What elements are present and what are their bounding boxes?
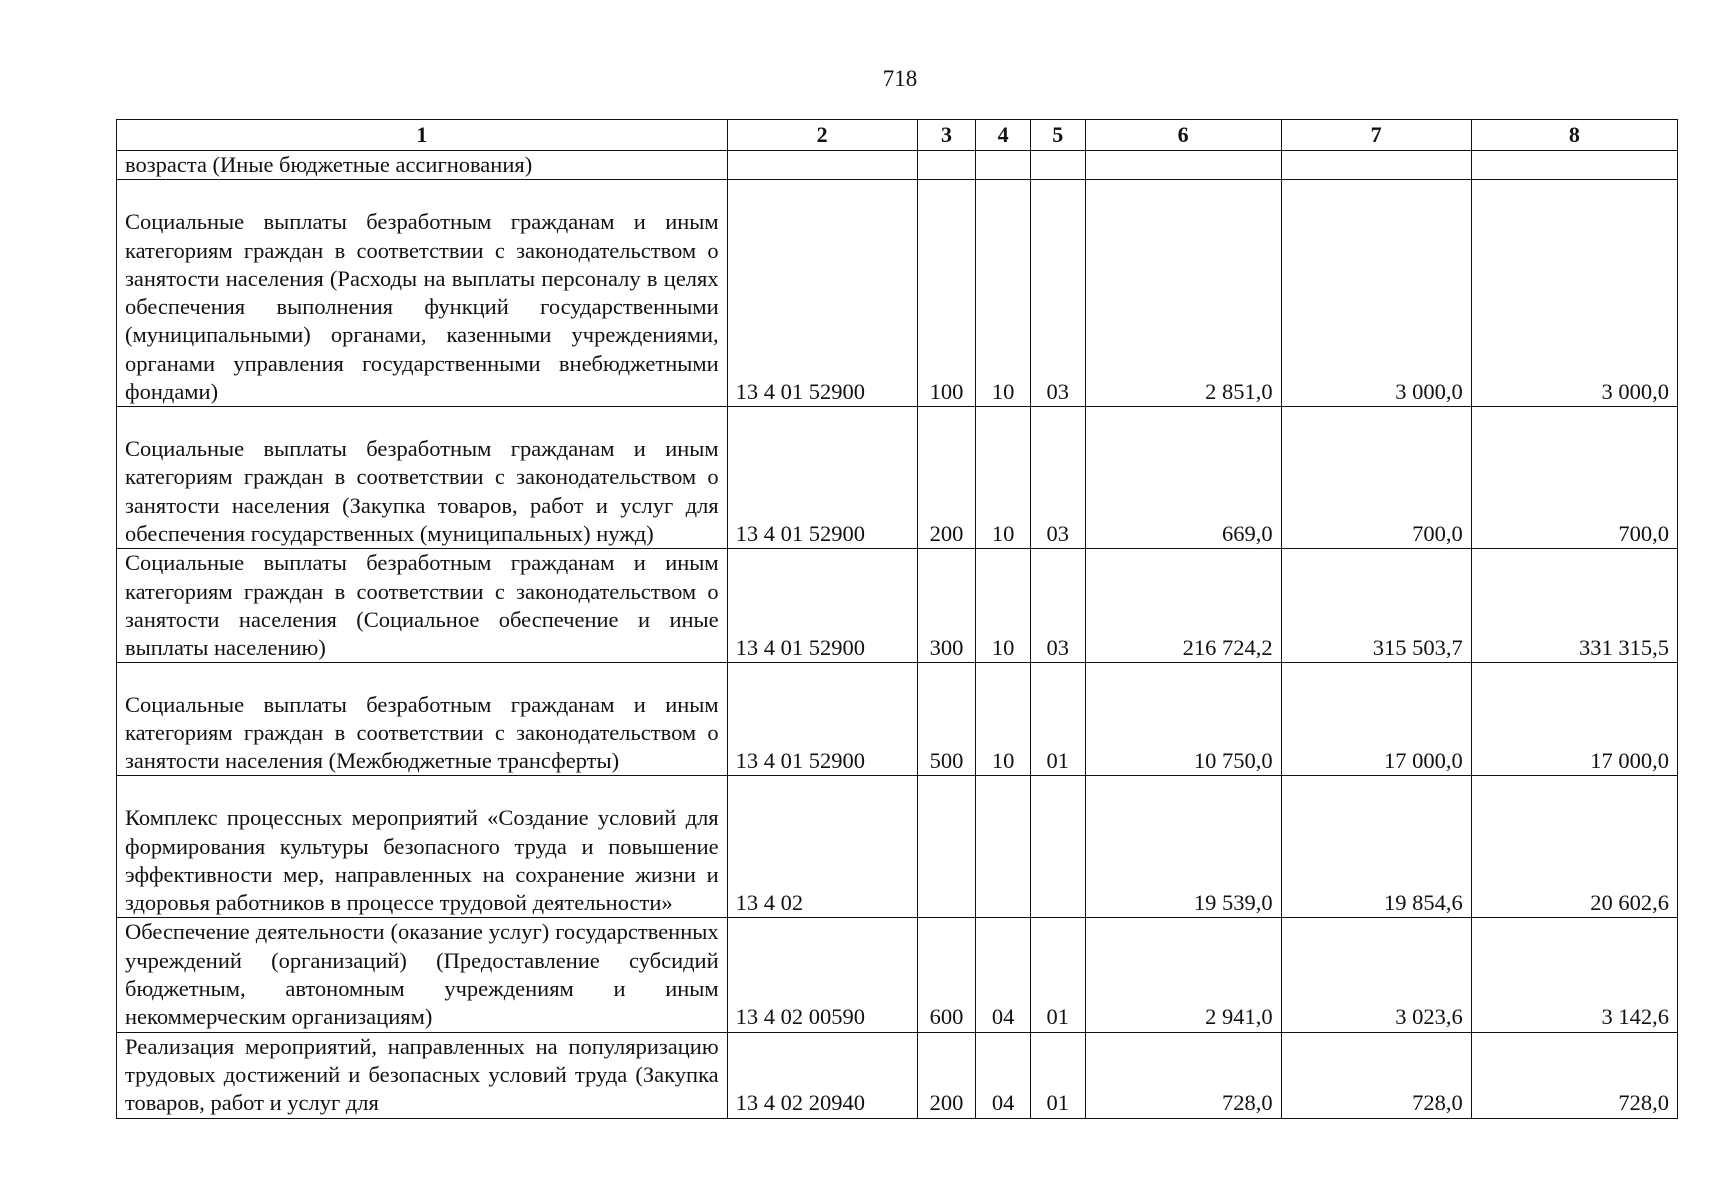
row-value-col8: 3 142,6 bbox=[1471, 918, 1677, 1032]
row-value-col8: 20 602,6 bbox=[1471, 776, 1677, 918]
row-value-col6 bbox=[1085, 151, 1281, 180]
row-value-col8: 331 315,5 bbox=[1471, 549, 1677, 663]
row-value-col7: 19 854,6 bbox=[1281, 776, 1471, 918]
table-row bbox=[117, 407, 1678, 549]
row-subsection: 01 bbox=[1030, 918, 1085, 1032]
row-description: Реализация мероприятий, направленных на популяризацию трудовых достижений и безопасных условий труда (Закупка товаров, работ и услуг для bbox=[117, 1032, 728, 1118]
row-value-col8: 17 000,0 bbox=[1471, 663, 1677, 776]
row-value-col6: 2 851,0 bbox=[1085, 180, 1281, 407]
row-code: 13 4 01 52900 bbox=[727, 549, 917, 663]
row-description: Социальные выплаты безработным гражданам и иным категориям граждан в соответствии с законодательством о занятости населения (Расходы на выплаты персоналу в целях обеспечения выполнения функций государственными (муниципальными) органами, казенными учреждениями, органами управления государственными внебюджетными фондами) bbox=[117, 180, 728, 407]
row-value-col6: 10 750,0 bbox=[1085, 663, 1281, 776]
column-header-4: 4 bbox=[976, 120, 1031, 151]
row-code: 13 4 01 52900 bbox=[727, 407, 917, 549]
row-section: 10 bbox=[976, 549, 1031, 663]
row-value-col7: 3 000,0 bbox=[1281, 180, 1471, 407]
row-code: 13 4 01 52900 bbox=[727, 663, 917, 776]
row-code: 13 4 02 20940 bbox=[727, 1032, 917, 1118]
table-row bbox=[117, 151, 1678, 180]
row-value-col6: 19 539,0 bbox=[1085, 776, 1281, 918]
row-expense-type: 200 bbox=[917, 1032, 976, 1118]
row-section: 10 bbox=[976, 180, 1031, 407]
row-value-col6: 728,0 bbox=[1085, 1032, 1281, 1118]
column-header-6: 6 bbox=[1085, 120, 1281, 151]
row-section: 04 bbox=[976, 918, 1031, 1032]
table-row bbox=[117, 180, 1678, 407]
table-row bbox=[117, 776, 1678, 918]
row-subsection: 01 bbox=[1030, 663, 1085, 776]
row-expense-type: 200 bbox=[917, 407, 976, 549]
column-header-8: 8 bbox=[1471, 120, 1677, 151]
row-section: 10 bbox=[976, 407, 1031, 549]
row-value-col7 bbox=[1281, 151, 1471, 180]
row-expense-type bbox=[917, 776, 976, 918]
row-value-col6: 216 724,2 bbox=[1085, 549, 1281, 663]
row-description: Социальные выплаты безработным гражданам и иным категориям граждан в соответствии с законодательством о занятости населения (Социальное обеспечение и иные выплаты населению) bbox=[117, 549, 728, 663]
row-value-col7: 700,0 bbox=[1281, 407, 1471, 549]
row-section bbox=[976, 776, 1031, 918]
row-section: 10 bbox=[976, 663, 1031, 776]
row-code: 13 4 02 bbox=[727, 776, 917, 918]
row-section bbox=[976, 151, 1031, 180]
row-subsection: 01 bbox=[1030, 1032, 1085, 1118]
row-expense-type: 500 bbox=[917, 663, 976, 776]
header-row bbox=[117, 120, 1678, 151]
row-value-col8: 728,0 bbox=[1471, 1032, 1677, 1118]
column-header-1: 1 bbox=[117, 120, 728, 151]
row-value-col6: 2 941,0 bbox=[1085, 918, 1281, 1032]
row-description: Комплекс процессных мероприятий «Создание условий для формирования культуры безопасного труда и повышение эффективности мер, направленных на сохранение жизни и здоровья работников в процессе трудовой деятельности» bbox=[117, 776, 728, 918]
row-value-col7: 17 000,0 bbox=[1281, 663, 1471, 776]
page-number: 718 bbox=[882, 66, 918, 91]
row-code: 13 4 02 00590 bbox=[727, 918, 917, 1032]
row-subsection bbox=[1030, 776, 1085, 918]
column-header-3: 3 bbox=[917, 120, 976, 151]
row-value-col8: 3 000,0 bbox=[1471, 180, 1677, 407]
row-expense-type: 300 bbox=[917, 549, 976, 663]
row-subsection: 03 bbox=[1030, 180, 1085, 407]
row-value-col6: 669,0 bbox=[1085, 407, 1281, 549]
column-header-5: 5 bbox=[1030, 120, 1085, 151]
row-expense-type: 600 bbox=[917, 918, 976, 1032]
row-code bbox=[727, 151, 917, 180]
row-subsection: 03 bbox=[1030, 549, 1085, 663]
budget-table bbox=[116, 119, 1678, 1119]
row-value-col8 bbox=[1471, 151, 1677, 180]
row-description: Обеспечение деятельности (оказание услуг) государственных учреждений (организаций) (Предоставление субсидий бюджетным, автономным учреждениям и иным некоммерческим организациям) bbox=[117, 918, 728, 1032]
table-row bbox=[117, 549, 1678, 663]
table-row bbox=[117, 1032, 1678, 1118]
row-subsection bbox=[1030, 151, 1085, 180]
row-value-col7: 3 023,6 bbox=[1281, 918, 1471, 1032]
row-subsection: 03 bbox=[1030, 407, 1085, 549]
row-value-col8: 700,0 bbox=[1471, 407, 1677, 549]
row-description: Социальные выплаты безработным гражданам и иным категориям граждан в соответствии с законодательством о занятости населения (Закупка товаров, работ и услуг для обеспечения государственных (муниципальных) нужд) bbox=[117, 407, 728, 549]
row-value-col7: 315 503,7 bbox=[1281, 549, 1471, 663]
table-row bbox=[117, 918, 1678, 1032]
row-description: возраста (Иные бюджетные ассигнования) bbox=[117, 151, 728, 180]
column-header-7: 7 bbox=[1281, 120, 1471, 151]
row-description: Социальные выплаты безработным гражданам и иным категориям граждан в соответствии с законодательством о занятости населения (Межбюджетные трансферты) bbox=[117, 663, 728, 776]
column-header-2: 2 bbox=[727, 120, 917, 151]
row-code: 13 4 01 52900 bbox=[727, 180, 917, 407]
table-row bbox=[117, 663, 1678, 776]
row-expense-type: 100 bbox=[917, 180, 976, 407]
row-value-col7: 728,0 bbox=[1281, 1032, 1471, 1118]
row-section: 04 bbox=[976, 1032, 1031, 1118]
row-expense-type bbox=[917, 151, 976, 180]
